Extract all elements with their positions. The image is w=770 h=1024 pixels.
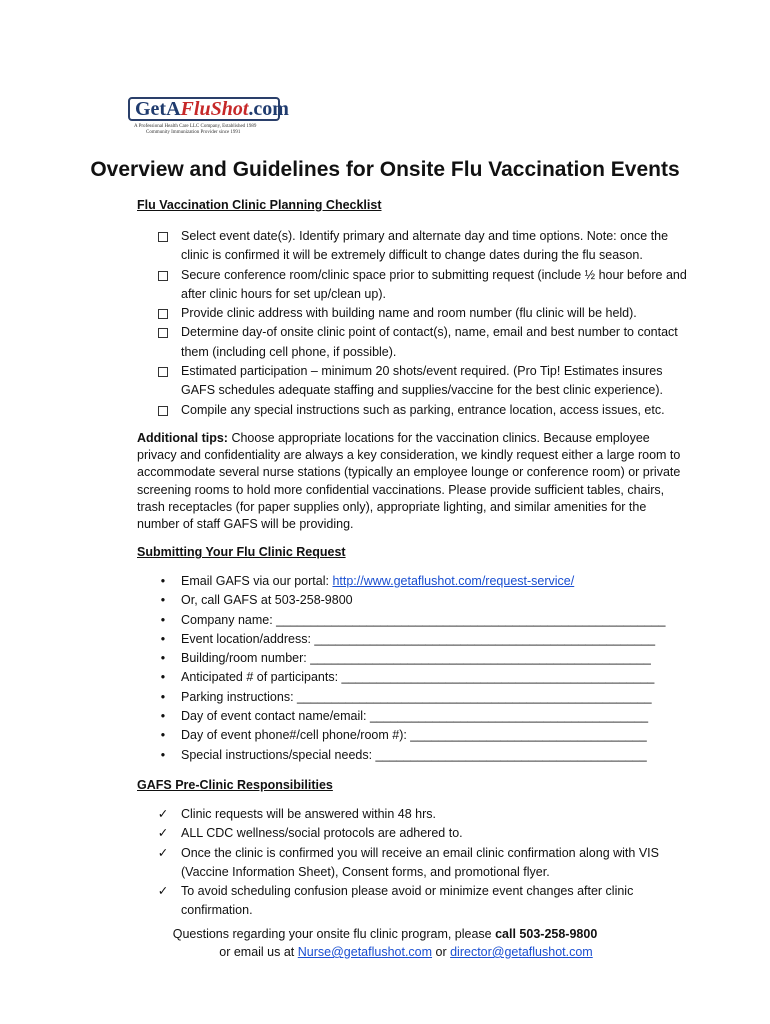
checklist (0, 227, 693, 420)
list-item (0, 649, 693, 668)
preclinic-item-text: To avoid scheduling confusion please avoid or minimize event changes after clinic confirmation. (181, 884, 634, 918)
checklist-item (0, 304, 693, 323)
checklist-item (0, 401, 693, 420)
checkmark-icon: ✓ (157, 826, 169, 841)
footer-line-2 (0, 943, 770, 961)
portal-link[interactable]: http://www.getaflushot.com/request-service/ (332, 574, 575, 588)
footer-line-1 (0, 925, 770, 943)
participants-field[interactable]: Anticipated # of participants: _____________________________________________ (181, 670, 655, 685)
bullet-icon: • (160, 574, 166, 588)
portal-prefix: Email GAFS via our portal: (181, 574, 333, 588)
submit-heading: Submitting Your Flu Clinic Request (137, 545, 346, 559)
checklist-item (0, 266, 693, 305)
call-gafs-text: Or, call GAFS at 503-258-9800 (181, 593, 353, 608)
list-item (0, 611, 693, 630)
list-item (0, 805, 693, 824)
checkmark-icon: ✓ (157, 884, 169, 899)
nurse-email-link[interactable]: Nurse@getaflushot.com (297, 945, 433, 959)
checkbox-icon[interactable] (156, 362, 170, 383)
checkbox-icon[interactable] (156, 266, 170, 287)
checklist-item-text: Select event date(s). Identify primary and alternate day and time options. Note: once the clinic is confirmed it will be extremely difficult to change dates during the flu season. (181, 229, 669, 263)
checkbox-icon[interactable] (156, 401, 170, 422)
checklist-item-text: Estimated participation – minimum 20 shots/event required. (Pro Tip! Estimates insures GAFS schedules adequate staffing and supplies/vaccine for the best clinic experience). (181, 364, 663, 398)
preclinic-item-text: Clinic requests will be answered within 48 hrs. (181, 807, 436, 821)
list-item (0, 746, 693, 765)
logo-part-com: .com (248, 98, 289, 120)
list-item (0, 824, 693, 843)
contact-footer (0, 925, 770, 961)
company-logo (128, 97, 289, 136)
preclinic-list (0, 805, 693, 921)
checklist-item-text: Provide clinic address with building name and room number (flu clinic will be held). (181, 306, 637, 321)
checklist-item-text: Compile any special instructions such as parking, entrance location, access issues, etc. (181, 402, 665, 417)
bullet-icon: • (160, 651, 166, 666)
checkbox-icon[interactable] (156, 227, 170, 248)
bullet-icon: • (160, 612, 166, 627)
list-item (0, 572, 693, 591)
checklist-item (0, 362, 693, 401)
checklist-item-text: Determine day-of onsite clinic point of contact(s), name, email and best number to contact them (including cell phone, if possible). (181, 325, 678, 359)
logo-tagline-line2: Community Immunization Provider since 1991 (146, 130, 241, 135)
bullet-icon: • (160, 593, 166, 608)
preclinic-item-text: Once the clinic is confirmed you will receive an email clinic confirmation along with VIS (Vaccine Information Sheet), Consent forms, and promotional flyer. (181, 845, 659, 879)
checklist-item-text: Secure conference room/clinic space prior to submitting request (include ½ hour before and after clinic hours for set up/clean up). (181, 267, 687, 301)
checkmark-icon: ✓ (157, 845, 169, 860)
additional-tips-text: Choose appropriate locations for the vaccination clinics. Because employee privacy and confidentiality are always a key consideration, we kindly request either a large room to accommodate several nurse stations (typically an employee lounge or conference room) or private screening rooms to hold more confidential vaccinations. Please provide sufficient tables, chairs, trash receptacles (for paper supplies only), appropriate lighting, and similar amenities for the number of staff GAFS will be providing. (137, 431, 681, 532)
footer-email-prefix: or email us at (219, 945, 298, 959)
submit-list (0, 572, 693, 765)
bullet-icon: • (160, 670, 166, 685)
list-item (0, 591, 693, 610)
bullet-icon: • (160, 631, 166, 646)
director-email-link[interactable]: director@getaflushot.com (450, 945, 593, 959)
list-item (0, 844, 693, 883)
additional-tips-label: Additional tips: (137, 431, 228, 445)
list-item (0, 707, 693, 726)
building-room-field[interactable]: Building/room number: _________________________________________________ (181, 651, 651, 666)
preclinic-item-text: ALL CDC wellness/social protocols are adhered to. (181, 826, 463, 841)
checklist-item (0, 323, 693, 362)
contact-phone-field[interactable]: Day of event phone#/cell phone/room #): __________________________________ (181, 728, 647, 743)
special-instructions-field[interactable]: Special instructions/special needs: _______________________________________ (181, 747, 647, 762)
logo-tagline (128, 124, 280, 136)
bullet-icon: • (160, 747, 166, 762)
logo-part-flushot: FluShot (180, 98, 249, 120)
list-item (0, 882, 693, 921)
logo-tagline-line1: A Professional Health Care LLC Company, Established 1989 (134, 124, 257, 129)
contact-email-field[interactable]: Day of event contact name/email: ________________________________________ (181, 709, 649, 724)
checklist-heading: Flu Vaccination Clinic Planning Checklist (137, 198, 382, 212)
footer-questions-text: Questions regarding your onsite flu clinic program, please (172, 927, 496, 941)
page-title: Overview and Guidelines for Onsite Flu Vaccination Events (90, 158, 680, 181)
list-item (0, 688, 693, 707)
bullet-icon: • (160, 728, 166, 743)
checkbox-icon[interactable] (156, 323, 170, 344)
list-item (0, 726, 693, 745)
parking-field[interactable]: Parking instructions: ___________________________________________________ (181, 689, 652, 704)
event-location-field[interactable]: Event location/address: _________________________________________________ (181, 631, 656, 646)
bullet-icon: • (160, 709, 166, 724)
additional-tips (137, 430, 687, 533)
bullet-icon: • (160, 689, 166, 704)
checkmark-icon: ✓ (157, 807, 169, 821)
logo-wordmark (128, 97, 289, 121)
footer-phone: call 503-258-9800 (495, 927, 598, 941)
footer-or: or (432, 945, 451, 959)
checkbox-icon[interactable] (156, 304, 170, 325)
list-item (0, 668, 693, 687)
logo-part-geta: GetA (135, 98, 181, 120)
list-item (0, 630, 693, 649)
company-name-field[interactable]: Company name: ________________________________________________________ (181, 612, 666, 627)
preclinic-heading: GAFS Pre-Clinic Responsibilities (137, 778, 333, 792)
checklist-item (0, 227, 693, 266)
